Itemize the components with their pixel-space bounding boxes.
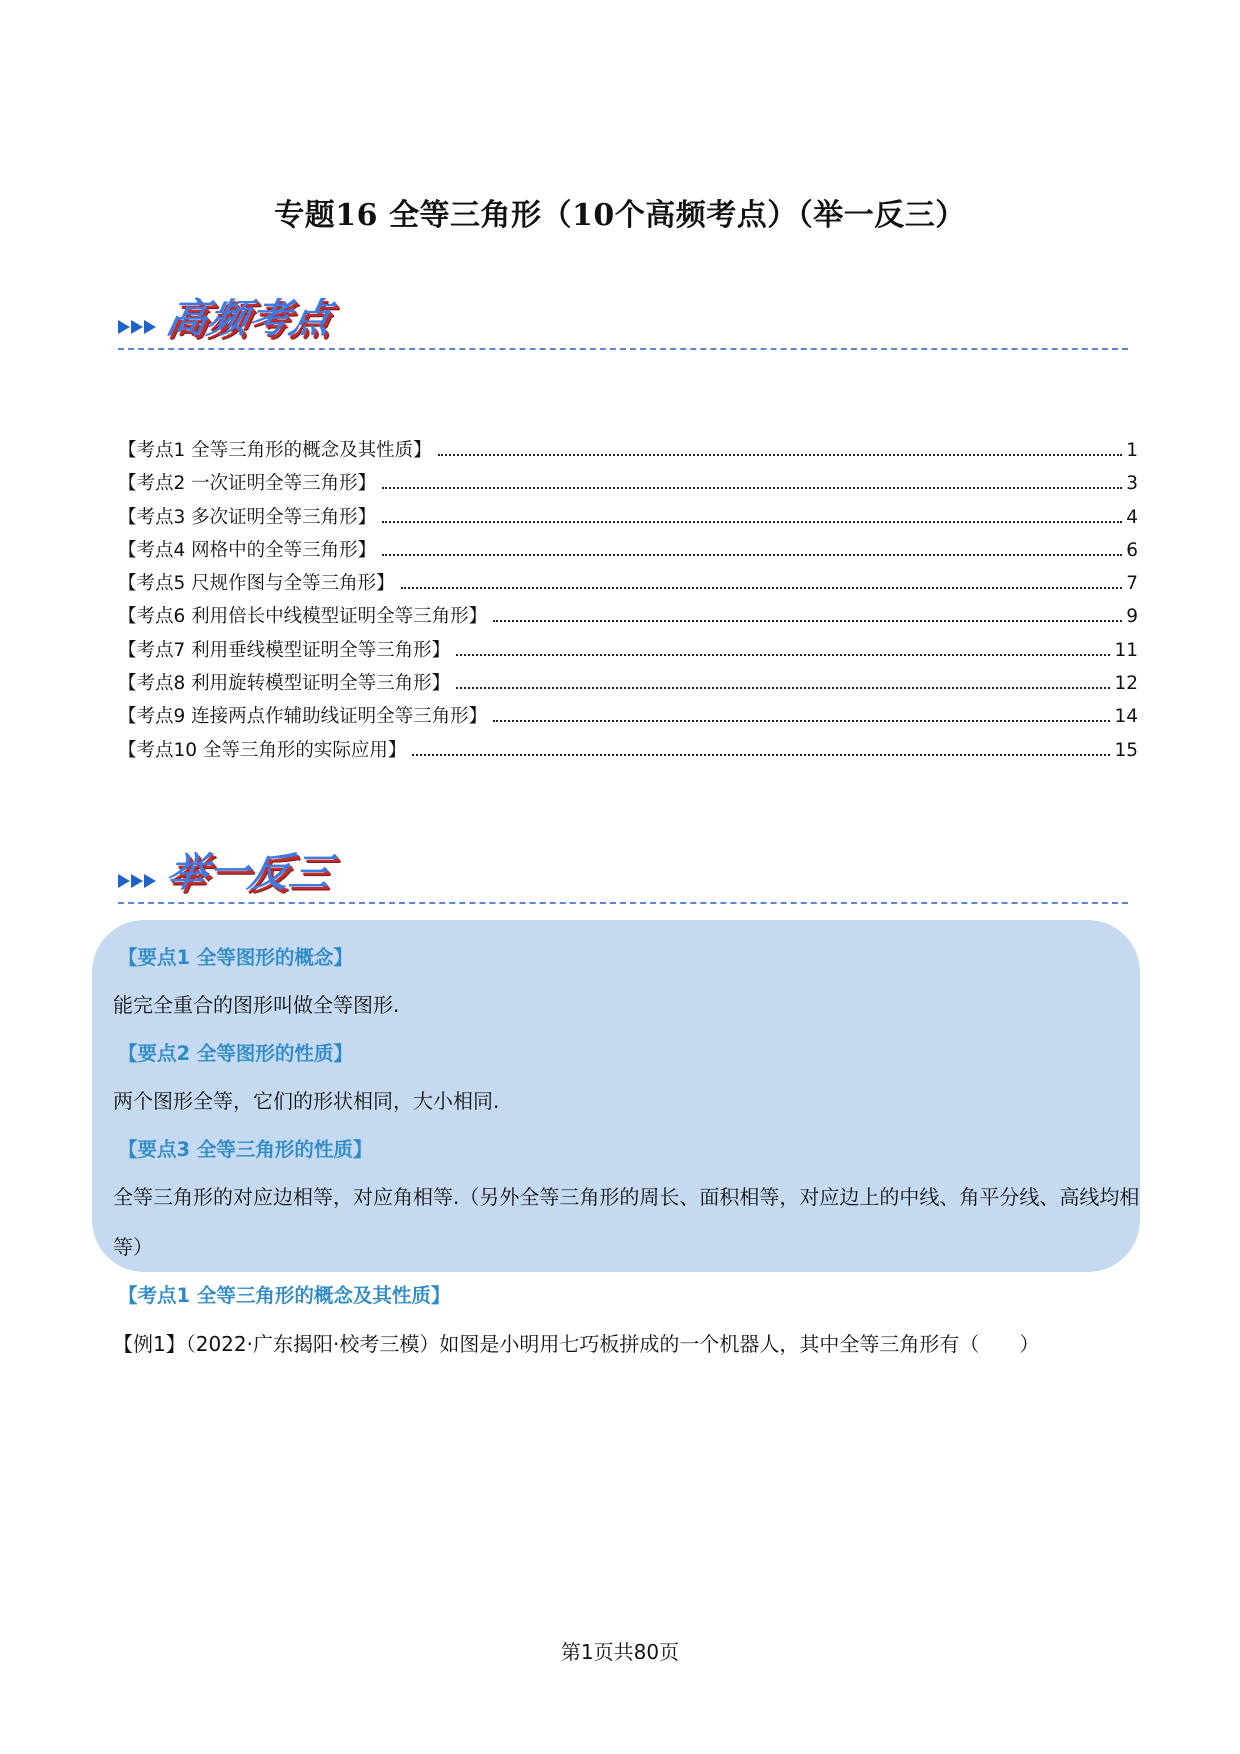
toc-item-label: 【考点6 利用倍长中线模型证明全等三角形】 <box>118 606 488 628</box>
document-title: 专题16 全等三角形（10个高频考点）（举一反三） <box>274 198 966 233</box>
toc-item-label: 【考点2 一次证明全等三角形】 <box>118 473 377 495</box>
divider <box>118 902 1128 904</box>
toc-item-page: 4 <box>1126 506 1138 528</box>
toc-leader <box>493 619 1122 622</box>
toc-item-label: 【考点5 尺规作图与全等三角形】 <box>118 573 395 595</box>
toc-item-label: 【考点4 网格中的全等三角形】 <box>118 539 377 561</box>
toc-item[interactable] <box>118 569 1138 602</box>
table-of-contents <box>118 436 1138 769</box>
banner-high-frequency-text: 高频考点 <box>162 296 337 342</box>
toc-item-label: 【考点8 利用旋转模型证明全等三角形】 <box>118 673 451 695</box>
toc-item[interactable] <box>118 736 1138 769</box>
topic-heading: 【考点1 全等三角形的概念及其性质】 <box>118 1284 451 1307</box>
toc-item-page: 14 <box>1114 706 1138 728</box>
toc-item-page: 12 <box>1114 673 1138 695</box>
toc-item-page: 7 <box>1126 573 1138 595</box>
keypoint-body: 全等三角形的对应边相等，对应角相等.（另外全等三角形的周长、面积相等，对应边上的中线、角平分线、高线均相等） <box>113 1185 1140 1259</box>
toc-item-label: 【考点10 全等三角形的实际应用】 <box>118 739 407 761</box>
banner-juyi-fansan-text: 举一反三 <box>162 850 337 896</box>
keypoint-body: 能完全重合的图形叫做全等图形. <box>113 993 400 1017</box>
toc-leader <box>412 753 1110 756</box>
banner-high-frequency <box>118 292 1128 352</box>
toc-leader <box>382 553 1122 556</box>
toc-item-page: 11 <box>1114 639 1138 661</box>
keypoint-heading: 【要点3 全等三角形的性质】 <box>118 1138 373 1161</box>
toc-leader <box>493 719 1110 722</box>
toc-item[interactable] <box>118 436 1138 469</box>
arrows-icon <box>118 320 156 334</box>
page-footer: 第1页共80页 <box>560 1640 680 1664</box>
toc-item-page: 6 <box>1126 539 1138 561</box>
divider <box>118 348 1128 350</box>
toc-item[interactable] <box>118 636 1138 669</box>
toc-leader <box>382 486 1122 489</box>
toc-item-label: 【考点1 全等三角形的概念及其性质】 <box>118 440 432 461</box>
toc-item-page: 3 <box>1126 473 1138 495</box>
toc-leader <box>456 653 1110 656</box>
toc-leader <box>382 520 1122 523</box>
toc-item[interactable] <box>118 536 1138 569</box>
toc-item-page: 1 <box>1126 440 1138 461</box>
keypoint-body: 两个图形全等，它们的形状相同，大小相同. <box>113 1089 500 1113</box>
toc-item-label: 【考点3 多次证明全等三角形】 <box>118 506 377 528</box>
example-question: 【例1】（2022·广东揭阳·校考三模）如图是小明用七巧板拼成的一个机器人，其中全等三角形有（ ） <box>113 1332 1040 1356</box>
toc-item[interactable] <box>118 669 1138 702</box>
toc-item[interactable] <box>118 702 1138 735</box>
toc-item-page: 15 <box>1114 739 1138 761</box>
toc-item-label: 【考点7 利用垂线模型证明全等三角形】 <box>118 639 451 661</box>
toc-item[interactable] <box>118 602 1138 635</box>
keypoint-heading: 【要点1 全等图形的概念】 <box>118 946 353 969</box>
toc-leader <box>456 686 1110 689</box>
toc-item-page: 9 <box>1126 606 1138 628</box>
toc-leader <box>401 586 1123 589</box>
arrows-icon <box>118 874 156 888</box>
toc-leader <box>438 453 1123 456</box>
banner-juyi-fansan <box>118 846 1128 906</box>
keypoint-heading: 【要点2 全等图形的性质】 <box>118 1042 353 1065</box>
toc-item[interactable] <box>118 503 1138 536</box>
toc-item[interactable] <box>118 469 1138 502</box>
toc-item-label: 【考点9 连接两点作辅助线证明全等三角形】 <box>118 706 488 728</box>
